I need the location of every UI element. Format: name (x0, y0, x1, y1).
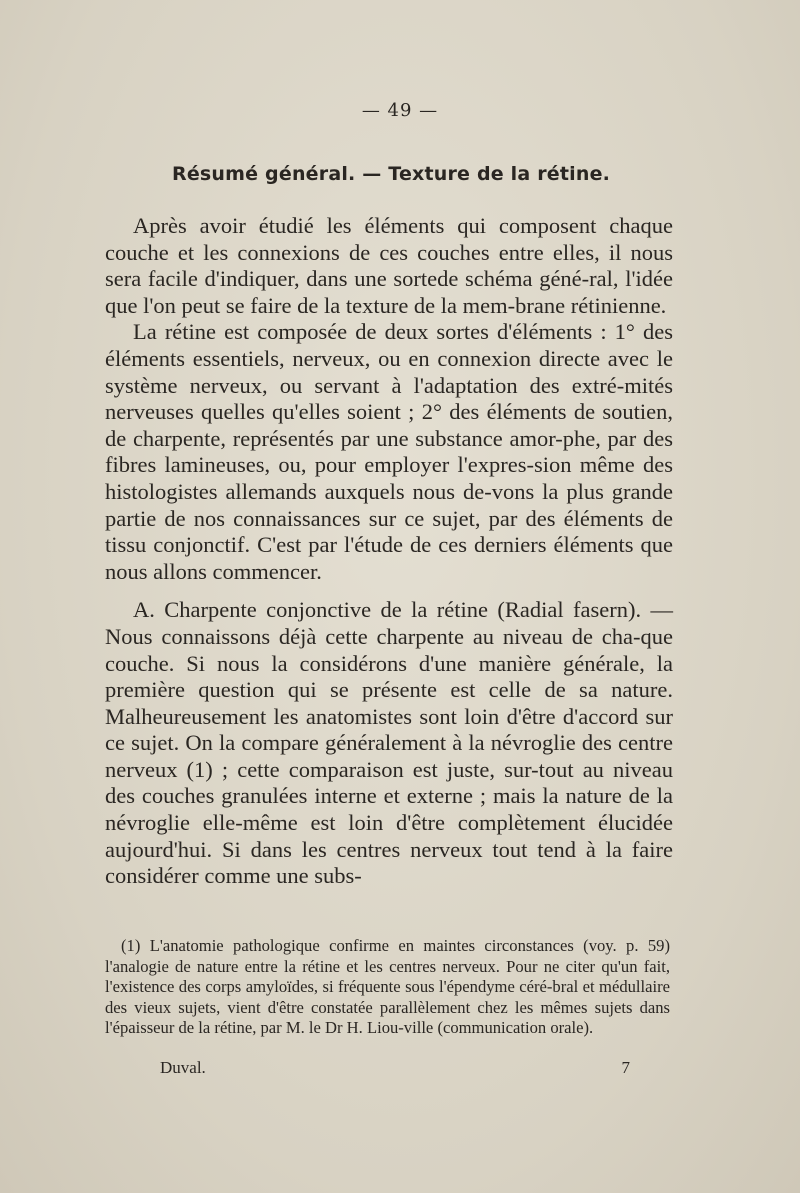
printer-signature: Duval. (160, 1058, 206, 1077)
sheet-number: 7 (621, 1058, 630, 1077)
body-text (105, 213, 673, 890)
section-heading: Résumé général. — Texture de la rétine. (172, 163, 611, 185)
page-number: — 49 — (361, 100, 439, 121)
footnote (105, 936, 670, 1039)
footnote-text: (1) L'anatomie pathologique confirme en maintes circonstances (voy. p. 59) l'analogie de nature entre la rétine et les centres nerveux. Pour ne citer qu'un fait, l'existence des corps amyloïdes, si fréquente sous l'épendyme céré-bral et médullaire des vieux sujets, vient d'être constatée parallèlement chez les mêmes sujets dans l'épaisseur de la rétine, par M. le Dr H. Liou-ville (communication orale). (105, 936, 670, 1038)
paragraph: Après avoir étudié les éléments qui composent chaque couche et les connexions de ces couches entre elles, il nous sera facile d'indiquer, dans une sortede schéma géné-ral, l'idée que l'on peut se faire de la texture de la mem-brane rétinienne. (105, 213, 673, 318)
paragraph: La rétine est composée de deux sortes d'éléments : 1° des éléments essentiels, nerveux, ou en connexion directe avec le système nerveux, ou servant à l'adaptation des extré-mités nerveuses quelles qu'elles soient ; 2° des éléments de soutien, de charpente, représentés par une substance amor-phe, par des fibres lamineuses, ou, pour employer l'expres-sion même des histologistes allemands auxquels nous de-vons la plus grande partie de nos connaissances sur ce sujet, par des éléments de tissu conjonctif. C'est par l'étude de ces derniers éléments que nous allons commencer. (105, 319, 673, 584)
paragraph: A. Charpente conjonctive de la rétine (Radial fasern). — Nous connaissons déjà cette charpente au niveau de cha-que couche. Si nous la considérons d'une manière générale, la première question qui se présente est celle de sa nature. Malheureusement les anatomistes sont loin d'être d'accord sur ce sujet. On la compare généralement à la névroglie des centre nerveux (1) ; cette comparaison est juste, sur-tout au niveau des couches granulées interne et externe ; mais la nature de la névroglie elle-même est loin d'être complètement élucidée aujourd'hui. Si dans les centres nerveux tout tend à la faire considérer comme une subs- (105, 597, 673, 889)
